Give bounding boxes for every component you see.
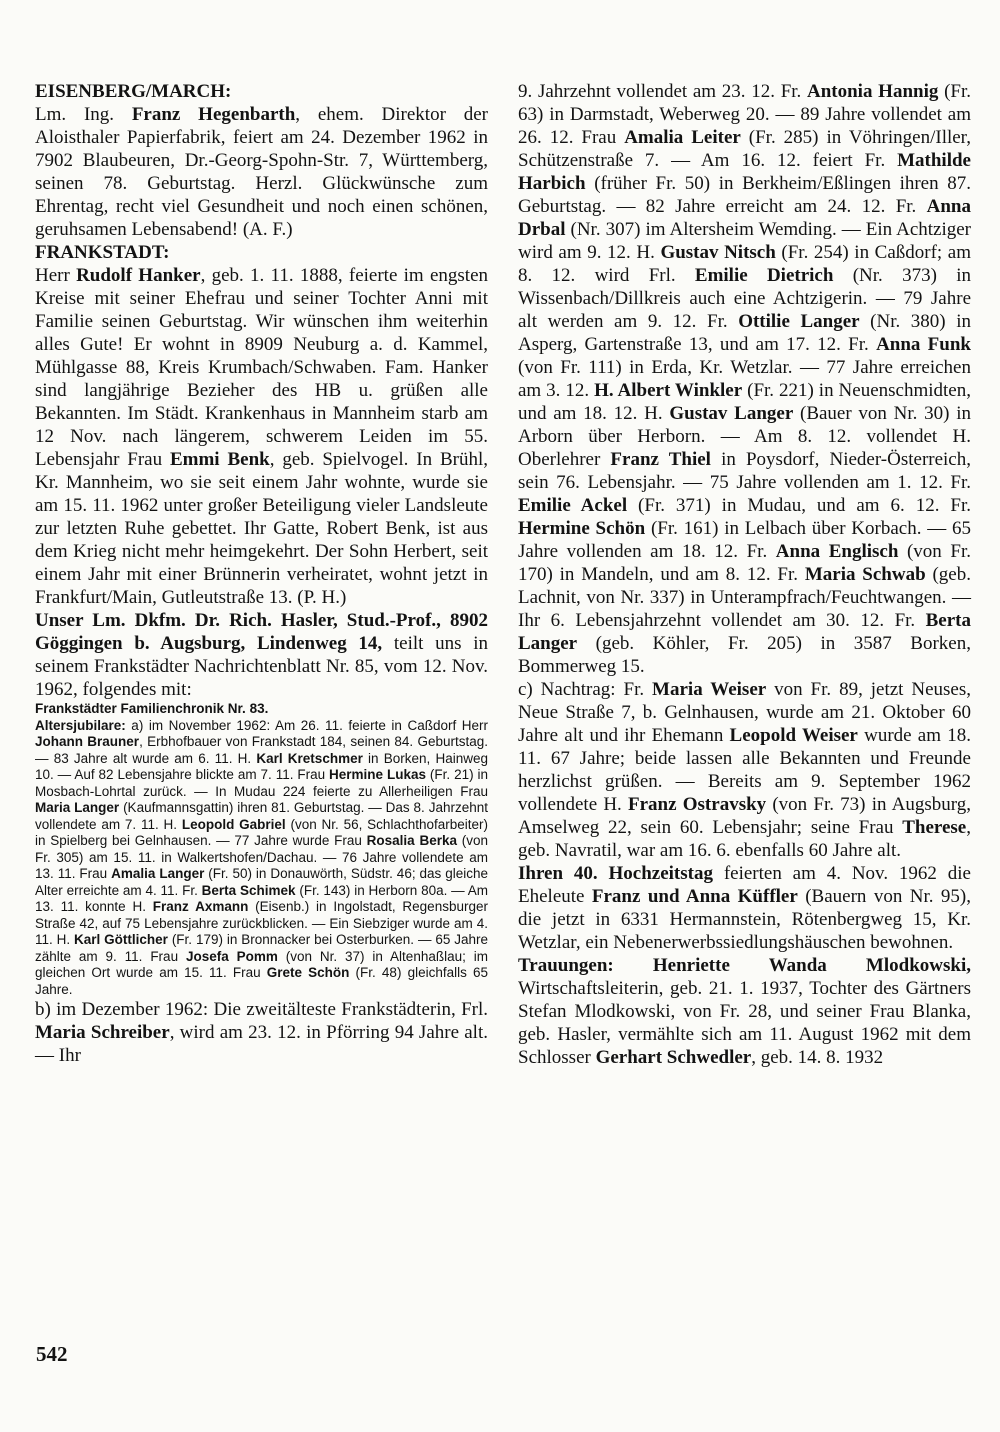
text-run: (von Nr. 56, Schlachthofarbeiter) in Spielberg bei Gelnhausen. — 77 Jahre wurde Frau bbox=[35, 816, 488, 848]
paragraph bbox=[518, 862, 971, 954]
paragraph bbox=[35, 264, 488, 609]
emphasized-text: Gustav Langer bbox=[669, 403, 794, 424]
text-run: wurde am 18. 11. 67 Jahre; beide lassen alle Bekannten und Freunde herzlichst grüßen. — Bereits am 9. September 1962 vollendete H. bbox=[518, 725, 971, 815]
text-run: a) im November 1962: Am 26. 11. feierte in Caßdorf Herr bbox=[125, 717, 488, 733]
emphasized-text: Gustav Nitsch bbox=[660, 242, 776, 263]
text-run: (Fr. 371) in Mudau, und am 6. 12. Fr. bbox=[627, 495, 972, 516]
text-run: in Borken, Hainweg 10. — Auf 82 Lebensjahre blickte am 7. 11. Frau bbox=[35, 750, 488, 782]
emphasized-text: Franz Axmann bbox=[152, 899, 249, 914]
paragraph bbox=[518, 954, 971, 1069]
text-run: (Eisenb.) in Ingolstadt, Regensburger Straße 42, auf 75 Lebensjahre zurückblicken. — Ein Siebziger wurde am 4. 11. H. bbox=[35, 899, 488, 947]
paragraph bbox=[35, 998, 488, 1067]
text-run: (von Fr. 73) in Augsburg, Amselweg 22, sein 60. Lebensjahr; seine Frau bbox=[518, 794, 971, 838]
paragraph bbox=[518, 80, 971, 678]
text-run: , geb. 1. 11. 1888, feierte im engsten Kreise mit seiner Ehefrau und seiner Tochter Anni mit Familie seinen Geburtstag. Wir wünschen ihm weiterhin alles Gute! Er wohnt in 8909 Neuburg a. d. Kammel, Mühlgasse 88, Kreis Krumbach/Schwaben. Fam. Hanker sind langjährige Bezieher des HB u. grüßen alle Bekannten. Im Städt. Krankenhaus in Mannheim starb am 12 Nov. nach längerem, schwerem Leiden im 55. Lebensjahr Frau bbox=[35, 265, 489, 470]
paragraph bbox=[518, 678, 971, 862]
section-heading bbox=[35, 241, 488, 264]
text-run: , Erbhofbauer von Frankstadt 184, seinen 84. Geburtstag. — 83 Jahre alt wurde am 6. 11. H. bbox=[35, 734, 488, 766]
section-heading bbox=[35, 80, 488, 103]
text-run: (Fr. 63) in Darmstadt, Weberweg 20. — 89 Jahre vollendet am 26. 12. Frau bbox=[518, 81, 971, 148]
text-run: (Fr. 285) in Vöhringen/Iller, Schützenstraße 7. — Am 16. 12. feiert Fr. bbox=[518, 127, 971, 171]
emphasized-text: Amalia Langer bbox=[111, 866, 205, 881]
text-run: (Fr. 50) in Donauwörth, Südstr. 46; das gleiche Alter erreichte am 4. 11. Fr. bbox=[35, 866, 489, 898]
text-run: b) im Dezember 1962: Die zweitälteste Frankstädterin, Frl. bbox=[35, 999, 488, 1020]
text-run: (von Fr. 170) in Mandeln, und am 8. 12. Fr. bbox=[518, 541, 971, 585]
text-run: 9. Jahrzehnt vollendet am 23. 12. Fr. bbox=[518, 81, 807, 102]
text-run: (von Nr. 37) in Altenhaßlau; im gleichen Ort wurde am 15. 11. Frau bbox=[35, 948, 488, 980]
text-run: Herr bbox=[35, 265, 77, 286]
text-run: (geb. Lachnit, von Nr. 337) in Unterampfrach/Feuchtwangen. — Ihr 6. Lebensjahrzehnt vollendet am 30. 12. Fr. bbox=[518, 564, 971, 631]
emphasized-text: Franz und Anna Küffler bbox=[591, 886, 798, 907]
text-run: (Fr. 221) in Neuenschmidten, und am 18. 12. H. bbox=[518, 380, 971, 424]
text-run: (Fr. 254) in Caßdorf; am 8. 12. wird Frl. bbox=[518, 242, 972, 286]
emphasized-text: Amalia Leiter bbox=[624, 127, 741, 148]
text-run: Lm. Ing. bbox=[35, 104, 132, 125]
emphasized-text: Hermine Lukas bbox=[329, 767, 426, 782]
emphasized-text: Gerhart Schwedler bbox=[595, 1047, 752, 1068]
text-run: (von Fr. 305) am 15. 11. in Walkertshofen/Dachau. — 76 Jahre vollendete am 13. 11. Frau bbox=[35, 833, 488, 881]
emphasized-text: Ihren 40. Hochzeitstag bbox=[518, 863, 713, 884]
emphasized-text: Josefa Pomm bbox=[185, 948, 278, 964]
emphasized-text: Emilie Dietrich bbox=[694, 265, 834, 286]
emphasized-text: Johann Brauner bbox=[35, 734, 140, 749]
text-run: , wird am 23. 12. in Pförring 94 Jahre alt. — Ihr bbox=[35, 1022, 488, 1066]
text-run: , ehem. Direktor der Aloisthaler Papierfabrik, feiert am 24. Dezember 1962 in 7902 Blaubeuren, Dr.-Georg-Spohn-Str. 7, Württemberg, seinen 78. Geburtstag. Herzl. Glückwünsche zum Ehrentag, recht viel Gesundheit und noch einen schönen, geruhsamen Lebensabend! (A. F.) bbox=[35, 104, 488, 240]
page-number: 542 bbox=[36, 1342, 68, 1366]
text-run: (Fr. 161) in Lelbach über Korbach. — 65 Jahre vollenden am 18. 12. Fr. bbox=[518, 518, 972, 562]
emphasized-text: Frankstädter Familienchronik Nr. 83. bbox=[35, 701, 269, 716]
emphasized-text: Mathilde Harbich bbox=[518, 150, 971, 194]
text-run: Wirtschaftsleiterin, geb. 21. 1. 1937, Tochter des Gärtners Stefan Mlodkowski, von Fr. 28, und seiner Frau Blanka, geb. Hasler, vermählte sich am 11. August 1962 mit dem Schlosser bbox=[518, 978, 971, 1068]
text-run: (von Fr. 111) in Erda, Kr. Wetzlar. — 77 Jahre erreichen am 3. 12. bbox=[518, 357, 971, 401]
text-run: (Nr. 373) in Wissenbach/Dillkreis auch eine Achtzigerin. — 79 Jahre alt werden am 9. 12. Fr. bbox=[518, 265, 971, 332]
emphasized-text: Anna Englisch bbox=[775, 541, 899, 562]
right-column bbox=[518, 80, 971, 1069]
left-column bbox=[35, 80, 488, 1067]
text-run: (Bauer von Nr. 30) in Arborn über Herborn. — Am 8. 12. vollendet H. Oberlehrer bbox=[518, 403, 971, 470]
emphasized-text: Berta Langer bbox=[518, 610, 971, 654]
text-run: , geb. Spielvogel. In Brühl, Kr. Mannheim, wo sie seit einem Jahr wohnte, wurde sie am 15. 11. 1962 unter großer Beteiligung vieler Landsleute zur letzten Ruhe gebettet. Ihr Gatte, Robert Benk, ist aus dem Krieg nicht mehr heimgekehrt. Der Sohn Herbert, seit einem Jahr mit einer Brünnerin verheiratet, wohnt jetzt in Frankfurt/Main, Gutleutstraße 13. (P. H.) bbox=[35, 449, 488, 608]
text-run: , geb. 14. 8. 1932 bbox=[751, 1047, 884, 1068]
emphasized-text: Maria Schreiber bbox=[35, 1022, 170, 1043]
text-run: (früher Fr. 50) in Berkheim/Eßlingen ihren 87. Geburtstag. — 82 Jahre erreicht am 24. 12. Fr. bbox=[518, 173, 971, 217]
emphasized-text: Hermine Schön bbox=[518, 518, 646, 539]
text-run: (Fr. 21) in Mosbach-Lohrtal zurück. — In Mudau 224 feierte zu Allerheiligen Frau bbox=[35, 767, 489, 799]
emphasized-text: Franz Hegenbarth bbox=[131, 104, 296, 125]
emphasized-text: H. Albert Winkler bbox=[594, 380, 743, 401]
emphasized-text: Karl Göttlicher bbox=[74, 932, 168, 947]
emphasized-text: Anna Funk bbox=[876, 334, 971, 355]
text-run: (Kaufmannsgattin) ihren 81. Geburtstag. — Das 8. Jahrzehnt vollendete am 7. 11. H. bbox=[35, 800, 488, 832]
emphasized-text: Maria Langer bbox=[35, 800, 120, 815]
emphasized-text: Leopold Weiser bbox=[729, 725, 858, 746]
emphasized-text: Ottilie Langer bbox=[738, 311, 860, 332]
emphasized-text: Anna Drbal bbox=[518, 196, 971, 240]
emphasized-text: Karl Kretschmer bbox=[256, 750, 363, 766]
emphasized-text: Franz Thiel bbox=[610, 449, 711, 470]
text-run: c) Nachtrag: Fr. bbox=[518, 679, 653, 700]
text-run: (Nr. 307) im Altersheim Wemding. — Ein Achtziger wird am 9. 12. H. bbox=[518, 219, 971, 263]
text-run: teilt uns in seinem Frankstädter Nachrichtenblatt Nr. 85, vom 12. Nov. 1962, folgendes mit: bbox=[35, 633, 488, 700]
paragraph bbox=[35, 609, 488, 701]
text-run: von Fr. 89, jetzt Neuses, Neue Straße 7, b. Gelnhausen, wurde am 21. Oktober 60 Jahre alt und ihr Ehemann bbox=[518, 679, 971, 746]
emphasized-text: Grete Schön bbox=[266, 965, 350, 980]
text-run: (Nr. 380) in Asperg, Gartenstraße 13, und am 17. 12. Fr. bbox=[518, 311, 971, 355]
emphasized-text: Maria Weiser bbox=[652, 679, 767, 700]
emphasized-text: Berta Schimek bbox=[201, 882, 296, 898]
text-run: , geb. Navratil, war am 16. 6. ebenfalls 60 Jahre alt. bbox=[518, 817, 971, 861]
emphasized-text: Rosalia Berka bbox=[366, 833, 457, 848]
text-run: (geb. Köhler, Fr. 205) in 3587 Borken, Bommerweg 15. bbox=[518, 633, 971, 677]
text-run: (Bauern von Nr. 95), die jetzt in 6331 Hermannstein, Rötenbergweg 15, Kr. Wetzlar, ein Nebenerwerbssiedlungshäuschen bewohnen. bbox=[518, 886, 971, 953]
emphasized-text: Rudolf Hanker bbox=[76, 265, 201, 286]
emphasized-text: EISENBERG/MARCH: bbox=[35, 81, 232, 102]
emphasized-text: FRANKSTADT: bbox=[35, 242, 170, 263]
emphasized-text: Franz Ostravsky bbox=[628, 794, 767, 815]
emphasized-text: Maria Schwab bbox=[804, 564, 926, 585]
text-run: in Poysdorf, Nieder-Österreich, sein 76. Lebensjahr. — 75 Jahre vollenden am 1. 12. Fr. bbox=[518, 449, 971, 493]
text-run: (Fr. 143) in Herborn 80a. — Am 13. 11. konnte H. bbox=[35, 882, 488, 914]
emphasized-text: Emmi Benk bbox=[169, 449, 270, 470]
section-heading bbox=[35, 701, 488, 718]
emphasized-text: Emilie Ackel bbox=[518, 495, 628, 516]
text-run: feierten am 4. Nov. 1962 die Eheleute bbox=[518, 863, 971, 907]
text-run: (Fr. 179) in Bronnacker bei Osterburken. — 65 Jahre zählte am 9. 11. Frau bbox=[35, 932, 488, 964]
emphasized-text: Altersjubilare: bbox=[35, 717, 126, 733]
emphasized-text: Unser Lm. Dkfm. Dr. Rich. Hasler, Stud.-Prof., 8902 Göggingen b. Augsburg, Lindenweg 14, bbox=[35, 610, 488, 654]
emphasized-text: Trauungen: Henriette Wanda Mlodkowski, bbox=[518, 955, 971, 976]
paragraph bbox=[35, 103, 488, 241]
emphasized-text: Leopold Gabriel bbox=[181, 816, 286, 832]
paragraph bbox=[35, 718, 488, 999]
text-run: (Fr. 48) gleichfalls 65 Jahre. bbox=[35, 965, 488, 997]
emphasized-text: Antonia Hannig bbox=[807, 81, 939, 102]
emphasized-text: Therese bbox=[902, 817, 967, 838]
